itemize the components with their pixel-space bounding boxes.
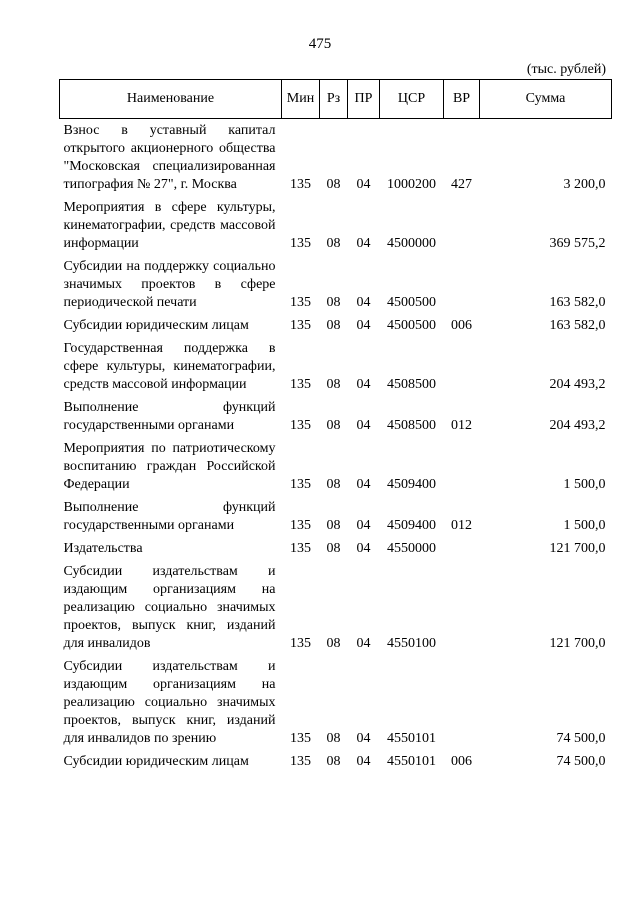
cell-csr: 4500500 [387,318,436,333]
cell-vr: 012 [451,518,472,533]
cell-sum: 1 500,0 [563,518,606,533]
cell-vr [444,337,480,396]
cell-min: 135 [290,236,311,251]
cell-vr [444,655,480,750]
budget-table [59,79,612,773]
cell-sum: 1 500,0 [563,477,606,492]
cell-pr: 04 [356,377,371,392]
cell-min: 135 [290,731,311,746]
cell-min: 135 [290,295,311,310]
cell-pr: 04 [356,636,371,651]
table-row [60,255,612,314]
cell-rz: 08 [326,754,341,769]
cell-rz: 08 [326,731,341,746]
header-vr: ВР [444,80,480,119]
cell-csr: 4508500 [387,377,436,392]
cell-rz: 08 [326,377,341,392]
cell-sum: 163 582,0 [549,295,606,310]
cell-pr: 04 [356,318,371,333]
cell-csr: 4509400 [387,518,436,533]
page-number: 475 [308,36,332,52]
cell-csr: 1000200 [387,177,436,192]
cell-rz: 08 [326,177,341,192]
cell-sum: 204 493,2 [549,418,606,433]
cell-vr: 427 [451,177,472,192]
unit-note: (тыс. рублей) [526,62,606,77]
cell-name: Мероприятия в сфере культуры, кинематографии, средств массовой информации [63,200,276,251]
cell-rz: 08 [326,541,341,556]
table-row [60,750,612,773]
cell-min: 135 [290,177,311,192]
cell-name: Выполнение функций государственными органами [63,400,276,433]
cell-sum: 369 575,2 [549,236,606,251]
cell-csr: 4550000 [387,541,436,556]
cell-csr: 4550100 [387,636,436,651]
table-row [60,560,612,655]
table-row [60,337,612,396]
cell-vr [444,537,480,560]
cell-min: 135 [290,518,311,533]
cell-name: Субсидии на поддержку социально значимых проектов в сфере периодической печати [63,259,276,310]
table-row [60,396,612,437]
cell-name: Субсидии издательствам и издающим организациям на реализацию социально значимых проектов, выпуск книг, изданий для инвалидов [63,564,276,651]
cell-pr: 04 [356,541,371,556]
cell-rz: 08 [326,477,341,492]
cell-name: Субсидии юридическим лицам [63,318,249,333]
cell-csr: 4500000 [387,236,436,251]
cell-rz: 08 [326,295,341,310]
cell-min: 135 [290,418,311,433]
cell-name: Субсидии юридическим лицам [63,754,249,769]
header-rz: Рз [320,80,348,119]
cell-pr: 04 [356,731,371,746]
cell-csr: 4550101 [387,754,436,769]
cell-min: 135 [290,754,311,769]
cell-sum: 121 700,0 [549,636,606,651]
table-row [60,196,612,255]
cell-pr: 04 [356,418,371,433]
cell-rz: 08 [326,418,341,433]
header-pr: ПР [348,80,380,119]
cell-name: Выполнение функций государственными органами [63,500,276,533]
cell-name: Субсидии издательствам и издающим организациям на реализацию социально значимых проектов, выпуск книг, изданий для инвалидов по зрению [63,659,276,746]
cell-pr: 04 [356,518,371,533]
cell-min: 135 [290,636,311,651]
cell-rz: 08 [326,518,341,533]
header-min: Мин [282,80,320,119]
cell-sum: 74 500,0 [556,731,606,746]
cell-min: 135 [290,477,311,492]
cell-sum: 3 200,0 [563,177,606,192]
cell-pr: 04 [356,754,371,769]
cell-min: 135 [290,541,311,556]
cell-vr: 012 [451,418,472,433]
table-row [60,314,612,337]
header-name: Наименование [60,80,282,119]
table-row [60,655,612,750]
cell-pr: 04 [356,477,371,492]
cell-pr: 04 [356,177,371,192]
cell-name: Мероприятия по патриотическому воспитанию граждан Российской Федерации [63,441,276,492]
cell-csr: 4500500 [387,295,436,310]
cell-vr: 006 [451,754,472,769]
cell-pr: 04 [356,236,371,251]
cell-vr [444,437,480,496]
cell-vr [444,560,480,655]
cell-name: Государственная поддержка в сфере культуры, кинематографии, средств массовой информации [63,341,276,392]
table-row [60,119,612,197]
cell-csr: 4509400 [387,477,436,492]
table-header-row [60,80,612,119]
table-row [60,496,612,537]
cell-sum: 204 493,2 [549,377,606,392]
header-csr: ЦСР [380,80,444,119]
cell-min: 135 [290,377,311,392]
cell-vr [444,196,480,255]
cell-vr: 006 [451,318,472,333]
cell-vr [444,255,480,314]
cell-pr: 04 [356,295,371,310]
cell-csr: 4550101 [387,731,436,746]
cell-sum: 163 582,0 [549,318,606,333]
cell-rz: 08 [326,636,341,651]
cell-sum: 74 500,0 [556,754,606,769]
cell-csr: 4508500 [387,418,436,433]
cell-min: 135 [290,318,311,333]
header-sum: Сумма [480,80,612,119]
cell-name: Издательства [63,541,143,556]
cell-name: Взнос в уставный капитал открытого акционерного общества "Московская специализированная типография № 27", г. Москва [63,123,276,192]
table-row [60,537,612,560]
cell-rz: 08 [326,318,341,333]
table-row [60,437,612,496]
cell-sum: 121 700,0 [549,541,606,556]
cell-rz: 08 [326,236,341,251]
